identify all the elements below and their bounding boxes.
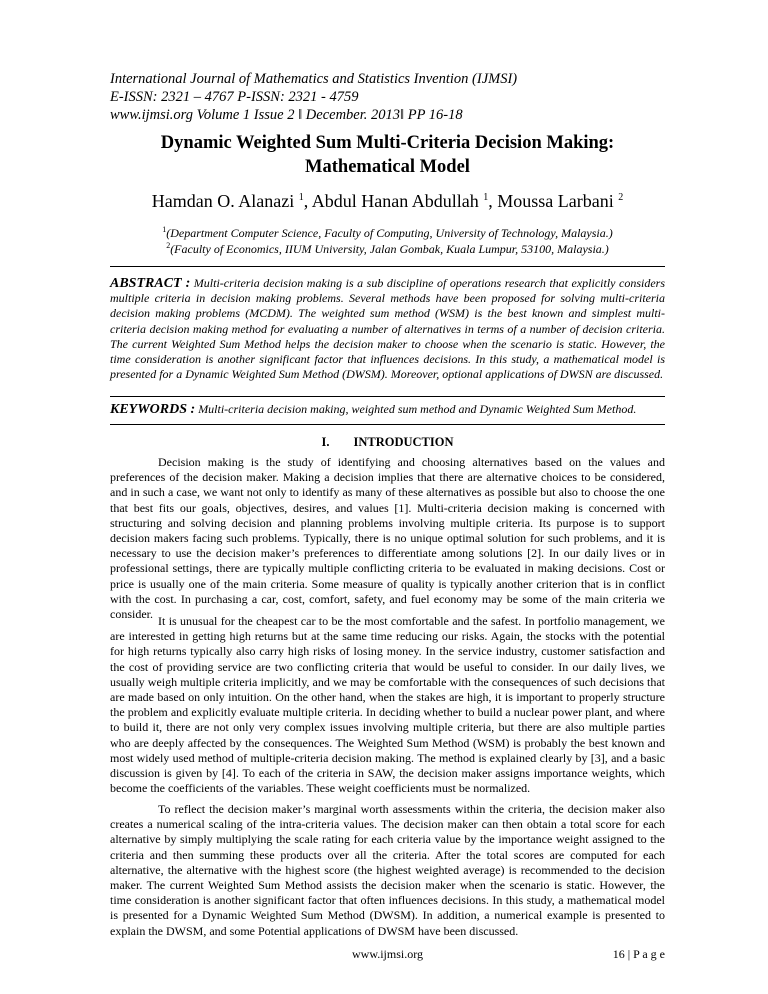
journal-header (110, 70, 670, 124)
abstract-divider (110, 396, 665, 397)
page-footer (110, 946, 665, 964)
body-paragraph: It is unusual for the cheapest car to be the most comfortable and the safest. In portfolio management, we are interested in getting high returns but at the same time reducing our risks. Again, the stocks with the potential for high returns typically also carry high risks of losing money. In the service industry, customer satisfaction and the cost of providing service are two conflicting criteria that would be useful to consider. In our daily lives, we usually weigh multiple criteria implicitly, and we may be comfortable with the consequences of such decisions that are made based on only intuition. On the other hand, when the stakes are high, it is important to properly structure the problem and explicitly evaluate multiple criteria. In deciding whether to build a nuclear power plant, and where to build it, there are not only very complex issues involving multiple criteria, but there are also multiple parties who are deeply affected by the consequences. The Weighted Sum Method (WSM) is probably the best known and most widely used method of multiple-criteria decision making. The method is explained clearly by [3], and a basic discussion is given by [4]. To each of the criteria in SAW, the decision maker assigns importance weights, which become the coefficients of the variables. These weight coefficients must be normalized. (110, 614, 665, 796)
keywords-heading: KEYWORDS : (110, 402, 196, 417)
body-paragraph: To reflect the decision maker’s marginal worth assessments within the criteria, the decision maker also creates a numerical scaling of the intra-criteria values. The decision maker can then obtain a total score for each alternative by simply multiplying the scale rating for each criteria value by the importance weight assigned to the criteria and then summing these products over all the criteria. After the total scores are computed for each alternative, the alternative with the highest score (the highest weighted average) is recommended to the decision maker. The current Weighted Sum Method assists the decision maker when the scenario is static. However, the time consideration is another significant factor that often influences decisions. In this study, a mathematical model is presented for a Dynamic Weighted Sum Method (DWSM). In addition, a numerical example is presented to explain the DWSM, and some Potential applications of DWSM have been discussed. (110, 802, 665, 938)
section-heading (110, 435, 665, 450)
author-affiliation-mark: 1 (298, 192, 304, 203)
keywords (110, 402, 665, 417)
abstract-text: Multi-criteria decision making is a sub discipline of operations research that explicitly considers multiple criteria in decision making problems. Several methods have been proposed for solving multi-criteria decision making problems (MCDM). The weighted sum method (WSM) is the best known and simplest multi-criteria decision making method for evaluating a number of alternatives in terms of a number of decision criteria. The current Weighted Sum Method helps the decision maker to choose when the scenario is static. However, the time consideration is another significant factor that influences decisions. In this study, a mathematical model is presented for a Dynamic Weighted Sum Method (DWSM). Moreover, optional applications of DWSN are discussed. (110, 276, 665, 382)
author-name: Hamdan O. Alanazi (151, 191, 295, 211)
journal-volume: www.ijmsi.org Volume 1 Issue 2 ǁ December. 2013ǁ PP 16-18 (110, 107, 463, 123)
section-number: I. (321, 435, 330, 449)
author-affiliation-mark: 1 (483, 192, 489, 203)
body-paragraph: Decision making is the study of identifying and choosing alternatives based on the values and preferences of the decision maker. Making a decision implies that there are alternative choices to be considered, and in such a case, we want not only to identify as many of these alternatives as possible but also to choose the one that best fits our goals, objectives, desires, and values [1]. Multi-criteria decision making is concerned with structuring and solving decision and planning problems involving multiple criteria. Its purpose is to support decision makers facing such problems. Typically, there is no unique optimal solution for such problems, and it is necessary to use the decision maker’s preferences to differentiate among solutions [2]. In our daily lives or in professional settings, there are typically multiple conflicting criteria to be evaluated in making decisions. Cost or price is usually one of the main criteria. Some measure of quality is typically another criterion that is in conflict with the cost. In purchasing a car, cost, comfort, safety, and fuel economy may be some of the main criteria we consider. (110, 455, 665, 622)
abstract-heading: ABSTRACT : (110, 276, 191, 291)
author-list (110, 190, 665, 212)
affiliation-text: (Department Computer Science, Faculty of Computing, University of Technology, Malaysia.) (166, 226, 613, 240)
top-divider (110, 266, 665, 267)
author-separator: , (488, 191, 498, 211)
abstract (110, 276, 665, 382)
paper-title: Dynamic Weighted Sum Multi-Criteria Decision Making: Mathematical Model (160, 133, 615, 177)
footer-page-number: 16 | P a g e (612, 947, 665, 961)
author-name: Moussa Larbani (497, 191, 614, 211)
keywords-divider (110, 424, 665, 425)
keywords-text: Multi-criteria decision making, weighted sum method and Dynamic Weighted Sum Method. (198, 402, 637, 416)
author-separator: , (303, 191, 312, 211)
affiliation-mark: 1 (162, 225, 167, 234)
affiliation-2 (110, 238, 665, 257)
affiliation-mark: 2 (166, 241, 171, 250)
journal-issn: E-ISSN: 2321 – 4767 P-ISSN: 2321 - 4759 (110, 89, 359, 105)
journal-name: International Journal of Mathematics and Statistics Invention (IJMSI) (110, 71, 518, 87)
section-title: INTRODUCTION (353, 435, 454, 449)
author-name: Abdul Hanan Abdullah (311, 191, 479, 211)
author-affiliation-mark: 2 (618, 192, 624, 203)
footer-website: www.ijmsi.org (351, 947, 423, 961)
affiliation-text: (Faculty of Economics, IIUM University, Jalan Gombak, Kuala Lumpur, 53100, Malaysia.) (170, 242, 609, 256)
